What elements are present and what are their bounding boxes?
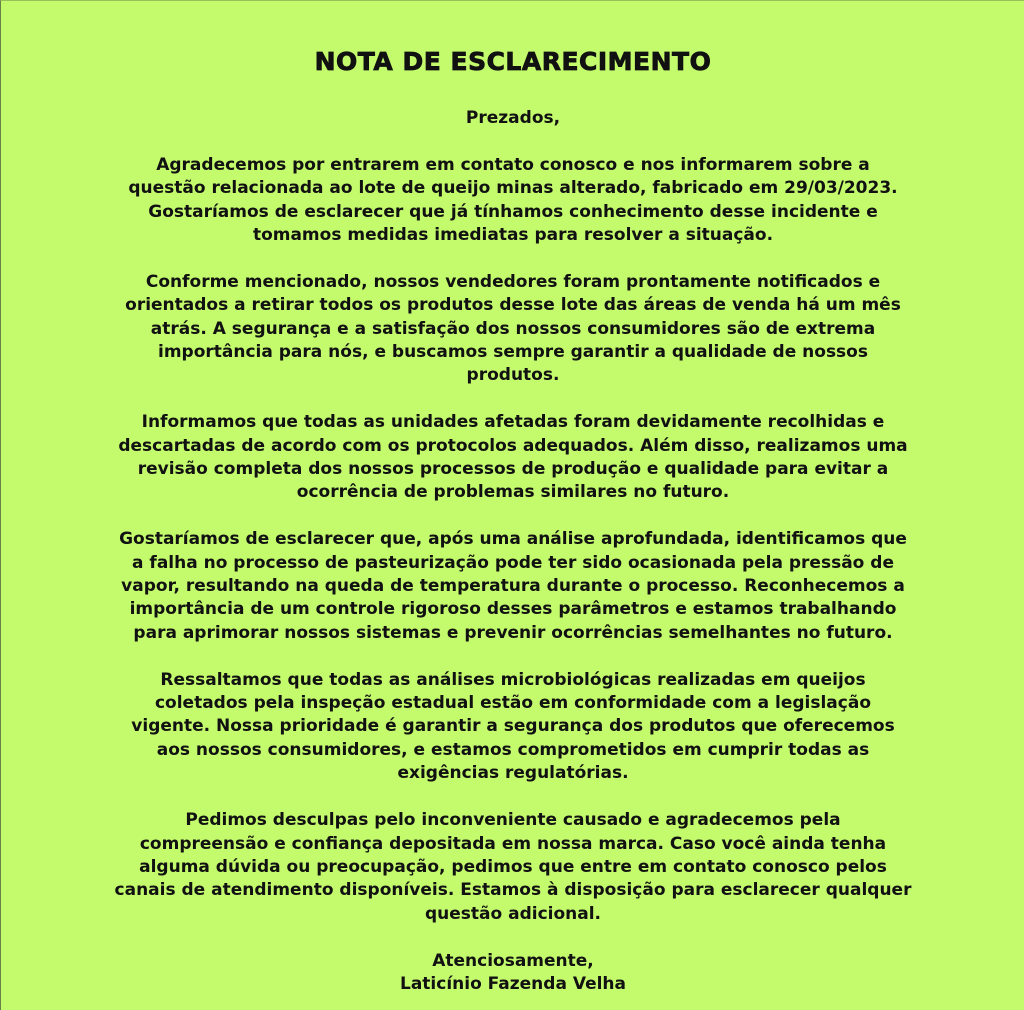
- paragraph-line: alguma dúvida ou preocupação, pedimos que entre em contato conosco pelos: [139, 856, 887, 877]
- closing-text: Atenciosamente,: [432, 950, 594, 971]
- paragraph-line: coletados pela inspeção estadual estão em conformidade com a legislação: [154, 693, 872, 714]
- paragraph-line: Informamos que todas as unidades afetadas foram devidamente recolhidas e: [141, 412, 885, 433]
- document-body: [61, 107, 965, 996]
- paragraph-line: Gostaríamos de esclarecer que, após uma análise aprofundada, identificamos que: [119, 529, 907, 550]
- paragraph-line: produtos.: [466, 365, 560, 386]
- paragraph-line: orientados a retirar todos os produtos desse lote das áreas de venda há um mês: [125, 295, 901, 316]
- paragraph-2: [61, 271, 965, 388]
- paragraph-line: revisão completa dos nossos processos de produção e qualidade para evitar a: [137, 459, 889, 480]
- paragraph-6: [61, 809, 965, 926]
- paragraph-1: [61, 154, 965, 248]
- paragraph-line: questão adicional.: [424, 903, 602, 924]
- greeting: Prezados,: [465, 108, 561, 128]
- paragraph-5: [61, 669, 965, 786]
- signature: Laticínio Fazenda Velha: [399, 973, 627, 994]
- paragraph-4: [61, 528, 965, 645]
- paragraph-line: vapor, resultando na queda de temperatura durante o processo. Reconhecemos a: [121, 576, 905, 597]
- paragraph-line: importância para nós, e buscamos sempre garantir a qualidade de nossos: [158, 342, 868, 363]
- paragraph-line: questão relacionada ao lote de queijo minas alterado, fabricado em 29/03/2023.: [128, 178, 898, 199]
- paragraph-line: compreensão e confiança depositada em nossa marca. Caso você ainda tenha: [139, 833, 887, 854]
- paragraph-line: aos nossos consumidores, e estamos comprometidos em cumprir todas as: [156, 739, 870, 760]
- paragraph-line: canais de atendimento disponíveis. Estamos à disposição para esclarecer qualquer: [114, 880, 912, 901]
- paragraph-3: [61, 411, 965, 505]
- paragraph-line: tomamos medidas imediatas para resolver a situação.: [252, 225, 774, 246]
- document-title: NOTA DE ESCLARECIMENTO: [314, 47, 712, 76]
- paragraph-line: vigente. Nossa prioridade é garantir a segurança dos produtos que oferecemos: [131, 716, 895, 737]
- closing: [61, 950, 965, 997]
- paragraph-line: exigências regulatórias.: [397, 763, 629, 784]
- paragraph-line: Agradecemos por entrarem em contato conosco e nos informarem sobre a: [156, 154, 870, 175]
- paragraph-line: importância de um controle rigoroso desses parâmetros e estamos trabalhando: [129, 599, 897, 620]
- paragraph-line: para aprimorar nossos sistemas e prevenir ocorrências semelhantes no futuro.: [133, 622, 893, 643]
- paragraph-line: Conforme mencionado, nossos vendedores foram prontamente notificados e: [145, 271, 881, 292]
- paragraph-line: atrás. A segurança e a satisfação dos nossos consumidores são de extrema: [150, 318, 876, 339]
- paragraph-line: Pedimos desculpas pelo inconveniente causado e agradecemos pela: [185, 810, 841, 831]
- paragraph-line: a falha no processo de pasteurização pode ter sido ocasionada pela pressão de: [132, 552, 894, 573]
- paragraph-line: Ressaltamos que todas as análises microbiológicas realizadas em queijos: [160, 669, 866, 690]
- paragraph-line: descartadas de acordo com os protocolos adequados. Além disso, realizamos uma: [118, 435, 908, 456]
- paragraph-line: Gostaríamos de esclarecer que já tínhamos conhecimento desse incidente e: [148, 201, 878, 222]
- paragraph-line: ocorrência de problemas similares no futuro.: [296, 482, 730, 503]
